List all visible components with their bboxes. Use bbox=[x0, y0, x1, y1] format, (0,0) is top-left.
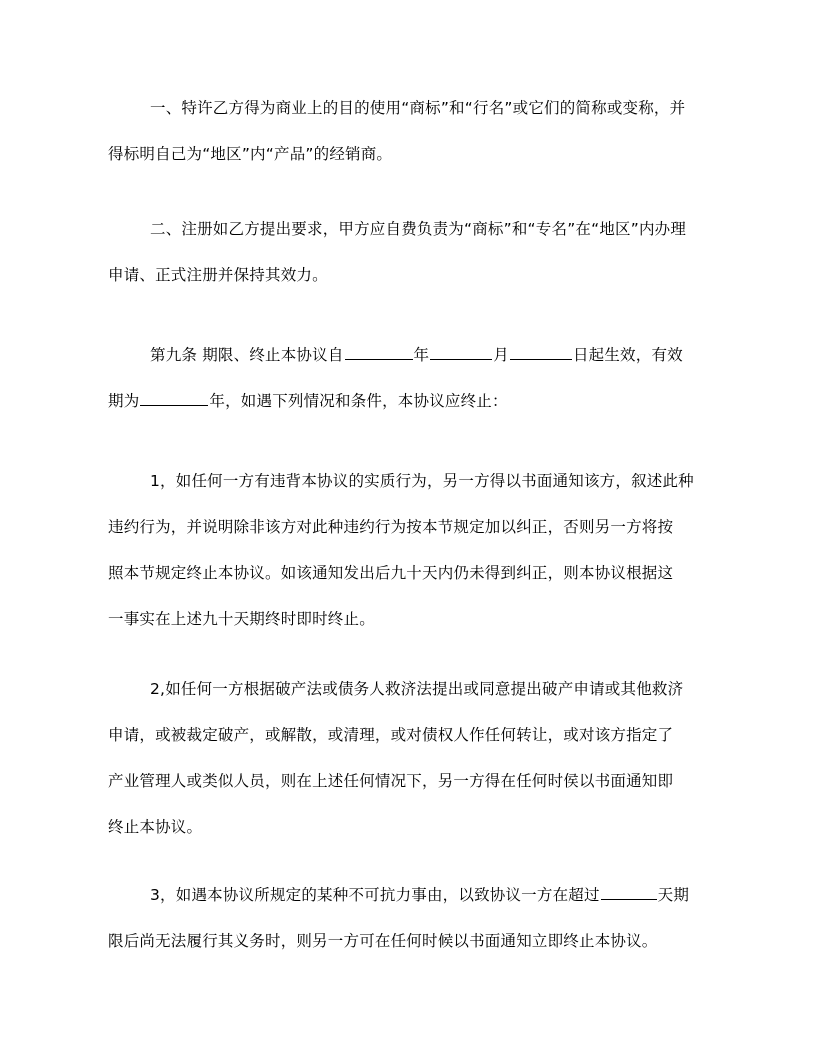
text-line: 限后尚无法履行其义务时，则另一方可在任何时候以书面通知立即终止本协议。 bbox=[108, 932, 658, 950]
text-line: 申请、正式注册并保持其效力。 bbox=[108, 266, 328, 284]
paragraph-article-nine bbox=[108, 332, 698, 424]
text-line: 1，如任何一方有违背本协议的实质行为，另一方得以书面通知该方，叙述此种 bbox=[150, 472, 694, 490]
blank-year-line bbox=[345, 345, 413, 360]
blank-term-years-line bbox=[140, 391, 208, 406]
text-line: 一、特许乙方得为商业上的目的使用“商标”和“行名”或它们的简称或变称，并 bbox=[150, 99, 686, 117]
blank-days-line bbox=[601, 885, 657, 900]
text-segment: 3，如遇本协议所规定的某种不可抗力事由，以致协议一方在超过 bbox=[150, 886, 600, 904]
text-segment: 日起生效，有效 bbox=[572, 346, 683, 364]
text-line: 二、注册如乙方提出要求，甲方应自费负责为“商标”和“专名”在“地区”内办理 bbox=[150, 220, 687, 238]
text-line: 一事实在上述九十天期终时即时终止。 bbox=[108, 610, 375, 628]
text-segment: 年 bbox=[413, 346, 430, 364]
text-segment: 天期 bbox=[657, 886, 690, 904]
text-line: 违约行为，并说明除非该方对此种违约行为按本节规定加以纠正，否则另一方将按 bbox=[108, 518, 674, 536]
text-line: 产业管理人或类似人员，则在上述任何情况下，另一方得在任何时侯以书面通知即 bbox=[108, 772, 674, 790]
text-segment: 期为 bbox=[108, 392, 140, 410]
paragraph-registration bbox=[108, 206, 698, 298]
paragraph-clause-one bbox=[108, 458, 698, 642]
text-line: 2,如任何一方根据破产法或债务人救济法提出或同意提出破产申请或其他救济 bbox=[150, 680, 684, 698]
paragraph-clause-three bbox=[108, 872, 698, 964]
blank-day-line bbox=[510, 345, 572, 360]
text-segment: 年，如遇下列情况和条件，本协议应终止： bbox=[209, 392, 508, 410]
paragraph-clause-two bbox=[108, 666, 698, 850]
text-line: 申请，或被裁定破产，或解散，或清理，或对债权人作任何转让，或对该方指定了 bbox=[108, 726, 674, 744]
text-segment: 月 bbox=[493, 346, 509, 364]
blank-month-line bbox=[430, 345, 492, 360]
text-line: 得标明自己为“地区”内“产品”的经销商。 bbox=[108, 145, 393, 163]
text-segment: 第九条 期限、终止本协议自 bbox=[150, 346, 344, 364]
text-line: 终止本协议。 bbox=[108, 818, 203, 836]
text-line: 照本节规定终止本协议。如该通知发出后九十天内仍未得到纠正，则本协议根据这 bbox=[108, 564, 674, 582]
paragraph-trademark-license bbox=[108, 85, 698, 177]
